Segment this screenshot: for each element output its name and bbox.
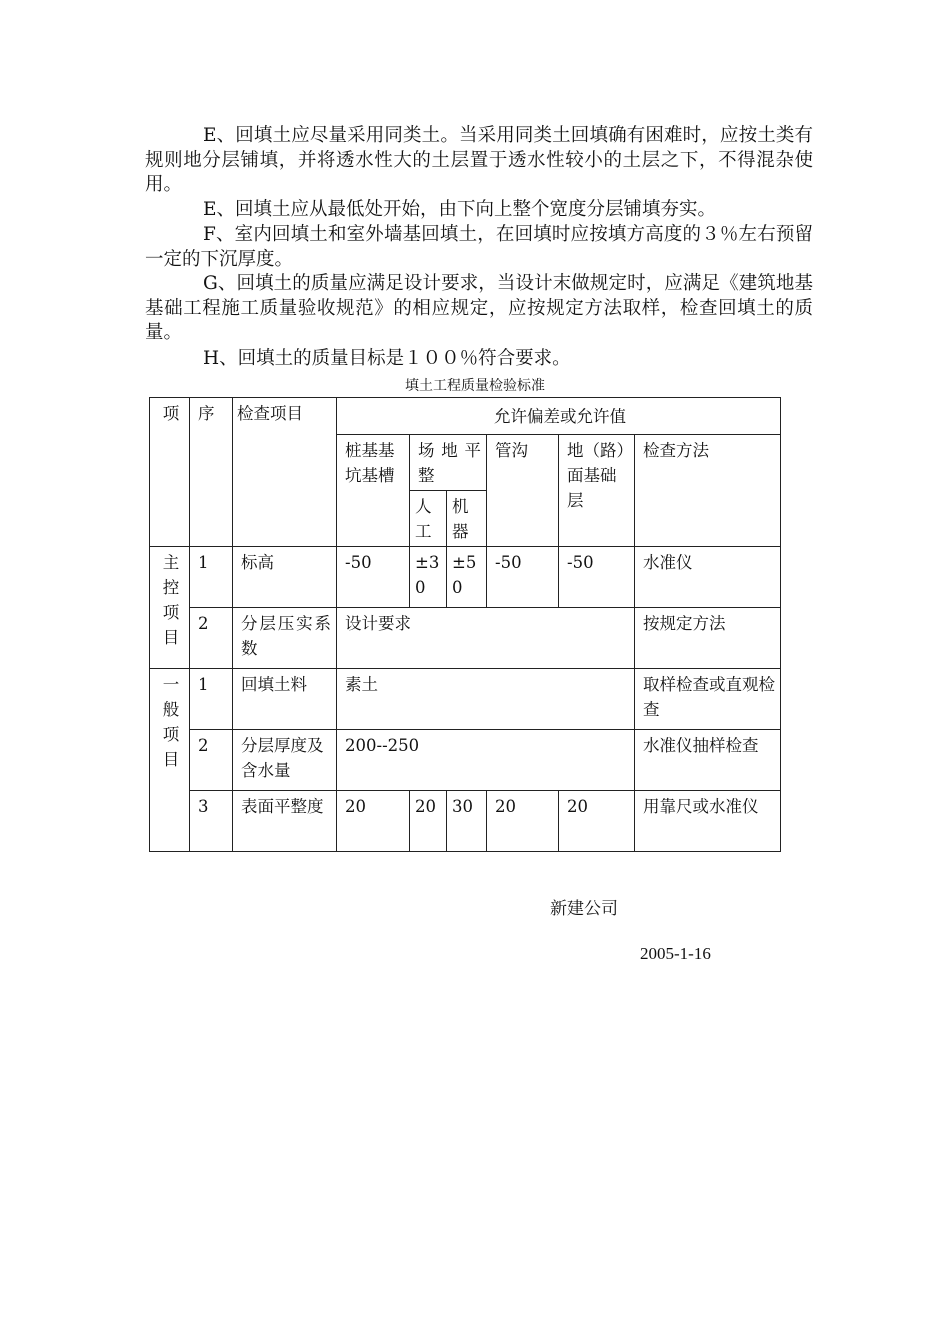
row-item: 分层压实系数 xyxy=(233,608,337,669)
paragraph-g xyxy=(145,272,813,346)
row-value: 200--250 xyxy=(337,730,635,791)
header-item: 项 xyxy=(150,398,190,547)
row-method: 用靠尺或水准仪 xyxy=(635,791,781,852)
row-value: 素土 xyxy=(337,669,635,730)
header-road: 地（路）面基础层 xyxy=(559,435,635,547)
row-seq: 1 xyxy=(190,547,233,608)
row-item: 标高 xyxy=(233,547,337,608)
row-pile: -50 xyxy=(337,547,410,608)
paragraph-f-text: F、室内回填土和室外墙基回填土，在回填时应按填方高度的３％左右预留一定的下沉厚度。 xyxy=(145,224,813,270)
row-manual: 20 xyxy=(410,791,447,852)
table-row xyxy=(150,730,781,791)
paragraph-e2 xyxy=(145,198,813,223)
quality-standard-table xyxy=(149,397,781,852)
row-seq: 1 xyxy=(190,669,233,730)
header-pile: 桩基基坑基槽 xyxy=(337,435,410,547)
paragraph-e1 xyxy=(145,124,813,198)
row-item: 分层厚度及含水量 xyxy=(233,730,337,791)
row-road: -50 xyxy=(559,547,635,608)
paragraph-e1-text: E、回填土应尽量采用同类土。当采用同类土回填确有困难时，应按土类有规则地分层铺填，并将透水性大的土层置于透水性较小的土层之下，不得混杂使用。 xyxy=(145,125,813,196)
header-method: 检查方法 xyxy=(635,435,781,547)
row-pipe: -50 xyxy=(487,547,559,608)
row-method: 水准仪 xyxy=(635,547,781,608)
table-row xyxy=(150,608,781,669)
row-pile: 20 xyxy=(337,791,410,852)
table-row xyxy=(150,547,781,608)
row-method: 取样检查或直观检查 xyxy=(635,669,781,730)
header-manual: 人工 xyxy=(410,491,447,547)
header-tolerance: 允许偏差或允许值 xyxy=(337,398,781,435)
paragraph-g-text: G、回填土的质量应满足设计要求，当设计末做规定时，应满足《建筑地基基础工程施工质量验收规范》的相应规定，应按规定方法取样，检查回填土的质量。 xyxy=(145,273,813,344)
row-method: 按规定方法 xyxy=(635,608,781,669)
row-pipe: 20 xyxy=(487,791,559,852)
table-row xyxy=(150,791,781,852)
row-machine: 30 xyxy=(447,791,487,852)
paragraph-h xyxy=(145,347,813,372)
header-check-item: 检查项目 xyxy=(233,398,337,547)
header-site: 场地平整 xyxy=(410,435,487,491)
paragraph-f xyxy=(145,223,813,272)
row-seq: 2 xyxy=(190,608,233,669)
group-general: 一般项目 xyxy=(150,669,190,852)
row-road: 20 xyxy=(559,791,635,852)
row-item: 回填土料 xyxy=(233,669,337,730)
group-main: 主控项目 xyxy=(150,547,190,669)
header-seq: 序 xyxy=(190,398,233,547)
row-value: 设计要求 xyxy=(337,608,635,669)
company-name: 新建公司 xyxy=(550,899,618,918)
row-seq: 3 xyxy=(190,791,233,852)
document-date: 2005-1-16 xyxy=(640,944,711,963)
row-manual: ±30 xyxy=(410,547,447,608)
paragraph-e2-text: E、回填土应从最低处开始，由下向上整个宽度分层铺填夯实。 xyxy=(203,199,717,220)
table-header-row-1 xyxy=(150,398,781,435)
header-pipe: 管沟 xyxy=(487,435,559,547)
row-item: 表面平整度 xyxy=(233,791,337,852)
table-caption: 填土工程质量检验标准 xyxy=(405,379,545,394)
table-row xyxy=(150,669,781,730)
header-machine: 机器 xyxy=(447,491,487,547)
row-machine: ±50 xyxy=(447,547,487,608)
row-seq: 2 xyxy=(190,730,233,791)
paragraph-h-text: H、回填土的质量目标是１００％符合要求。 xyxy=(203,348,571,369)
row-method: 水准仪抽样检查 xyxy=(635,730,781,791)
